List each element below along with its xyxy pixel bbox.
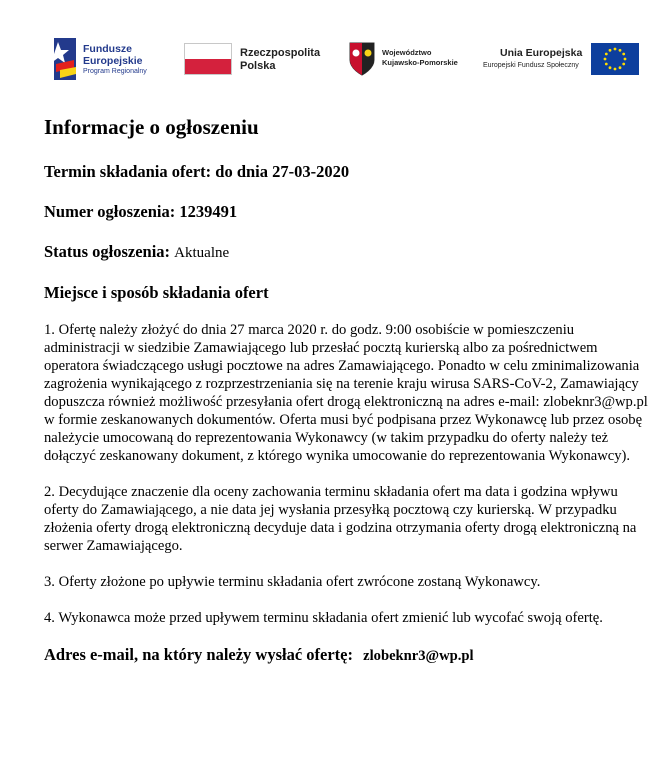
- logo-bar: [0, 0, 651, 100]
- kp-line2: Kujawsko-Pomorskie: [382, 58, 458, 67]
- fundusze-europejskie-logo: [54, 38, 174, 80]
- polish-flag-icon: [184, 43, 232, 75]
- contact-email-link[interactable]: zlobeknr3@wp.pl: [363, 648, 474, 664]
- number-label: Numer ogłoszenia:: [44, 202, 176, 221]
- rzeczpospolita-polska-logo: [184, 43, 334, 77]
- ue-line2: Europejski Fundusz Społeczny: [483, 62, 579, 69]
- paragraph-3: 3. Oferty złożone po upływie terminu składania ofert zwrócone zostaną Wykonawcy.: [44, 574, 541, 590]
- unia-europejska-logo: [478, 43, 643, 77]
- contact-line: [44, 645, 649, 666]
- number-field: [44, 202, 649, 222]
- number-value: 1239491: [179, 202, 238, 221]
- deadline-label: Termin składania ofert:: [44, 162, 212, 181]
- coat-of-arms-icon: [349, 42, 375, 76]
- paragraph-4: 4. Wykonawca może przed upływem terminu składania ofert zmienić lub wycofać swoją ofertę.: [44, 610, 603, 626]
- ue-line1: Unia Europejska: [500, 47, 583, 59]
- status-value: Aktualne: [174, 245, 230, 261]
- rp-line1: Rzeczpospolita: [240, 47, 321, 59]
- wojewodztwo-logo: [349, 42, 469, 78]
- rp-line2: Polska: [240, 60, 276, 72]
- fe-line3: Program Regionalny: [83, 68, 147, 75]
- deadline-field: [44, 162, 649, 182]
- page-title: Informacje o ogłoszeniu: [44, 115, 259, 139]
- eu-flag-icon: [591, 43, 639, 75]
- status-label: Status ogłoszenia:: [44, 242, 171, 261]
- paragraph-1: 1. Ofertę należy złożyć do dnia 27 marca 2020 r. do godz. 9:00 osobiście w pomieszczeniu administracji w siedzibie Zamawiającego lub przesłać pocztą kurierską albo za pośrednictwem operatora świadczącego usługi pocztowe na adres Zamawiającego. Ponadto w celu zminimalizowania zagrożenia wynikającego z rozprzestrzeniania się na terenie kraju wirusa SARS-CoV-2, Zamawiający dopuszcza również możliwość przesyłania ofert drogą elektroniczną na adres e-mail: zlobeknr3@wp.pl w formie zeskanowanych dokumentów. Oferta musi być podpisana przez Wykonawcę lub przez osobę należycie umocowaną do reprezentowania Wykonawcy (w takim przypadku do oferty należy też dołączyć zeskanowany dokument, z którego wynika umocowanie do reprezentowania Wykonawcy).: [44, 322, 648, 464]
- contact-label: Adres e-mail, na który należy wysłać ofertę:: [44, 645, 353, 664]
- fundusze-europejskie-icon: [54, 38, 76, 80]
- fe-line1: Fundusze: [83, 43, 132, 55]
- deadline-value: do dnia 27-03-2020: [215, 162, 350, 181]
- kp-line1: Województwo: [382, 48, 432, 57]
- paragraph-2: 2. Decydujące znaczenie dla oceny zachowania terminu składania ofert ma data i godzina wpływu oferty do Zamawiającego, a nie data jej wysłania przesyłką pocztową czy kurierską. W przypadku złożenia oferty drogą elektroniczną decyduje data i godzina otrzymania oferty drogą elektroniczną na serwer Zamawiającego.: [44, 484, 637, 554]
- announcement-content: [44, 114, 649, 666]
- fe-line2: Europejskie: [83, 55, 143, 67]
- status-field: [44, 242, 649, 263]
- section-title: Miejsce i sposób składania ofert: [44, 283, 269, 302]
